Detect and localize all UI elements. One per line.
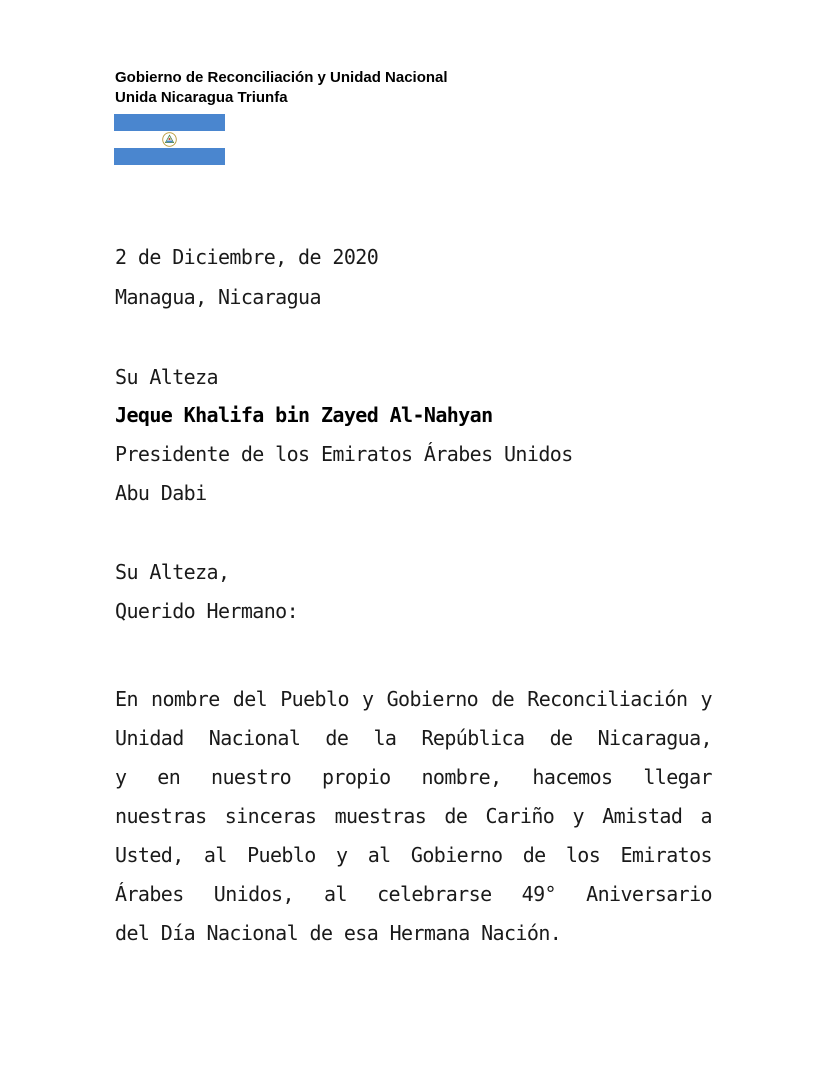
flag-top-band xyxy=(114,114,225,131)
letter-body-paragraph xyxy=(115,680,712,953)
nicaragua-coat-of-arms-icon xyxy=(162,132,177,147)
letter-place: Managua, Nicaragua xyxy=(115,285,321,309)
letterhead-slogan: Unida Nicaragua Triunfa xyxy=(115,89,288,106)
salutation-honorific: Su Alteza, xyxy=(115,560,230,584)
recipient-title: Presidente de los Emiratos Árabes Unidos xyxy=(115,442,573,466)
nicaragua-flag xyxy=(114,114,225,165)
letterhead-government-name: Gobierno de Reconciliación y Unidad Nacional xyxy=(115,69,448,86)
flag-bottom-band xyxy=(114,148,225,165)
recipient-honorific: Su Alteza xyxy=(115,365,218,389)
flag-middle-band xyxy=(114,131,225,148)
salutation-greeting: Querido Hermano: xyxy=(115,599,299,623)
body-line: En nombre del Pueblo y Gobierno de Reconciliación y xyxy=(115,687,712,711)
letter-date: 2 de Diciembre, de 2020 xyxy=(115,245,379,269)
body-line: del Día Nacional de esa Hermana Nación. xyxy=(115,921,562,945)
body-line: Unidad Nacional de la República de Nicaragua, xyxy=(115,726,712,750)
recipient-name: Jeque Khalifa bin Zayed Al-Nahyan xyxy=(115,403,493,427)
body-line: nuestras sinceras muestras de Cariño y Amistad a xyxy=(115,804,712,828)
body-line: Árabes Unidos, al celebrarse 49° Aniversario xyxy=(115,882,712,906)
letterhead xyxy=(115,68,448,108)
body-line: Usted, al Pueblo y al Gobierno de los Emiratos xyxy=(115,843,712,867)
recipient-city: Abu Dabi xyxy=(115,481,207,505)
body-line: y en nuestro propio nombre, hacemos llegar xyxy=(115,765,712,789)
